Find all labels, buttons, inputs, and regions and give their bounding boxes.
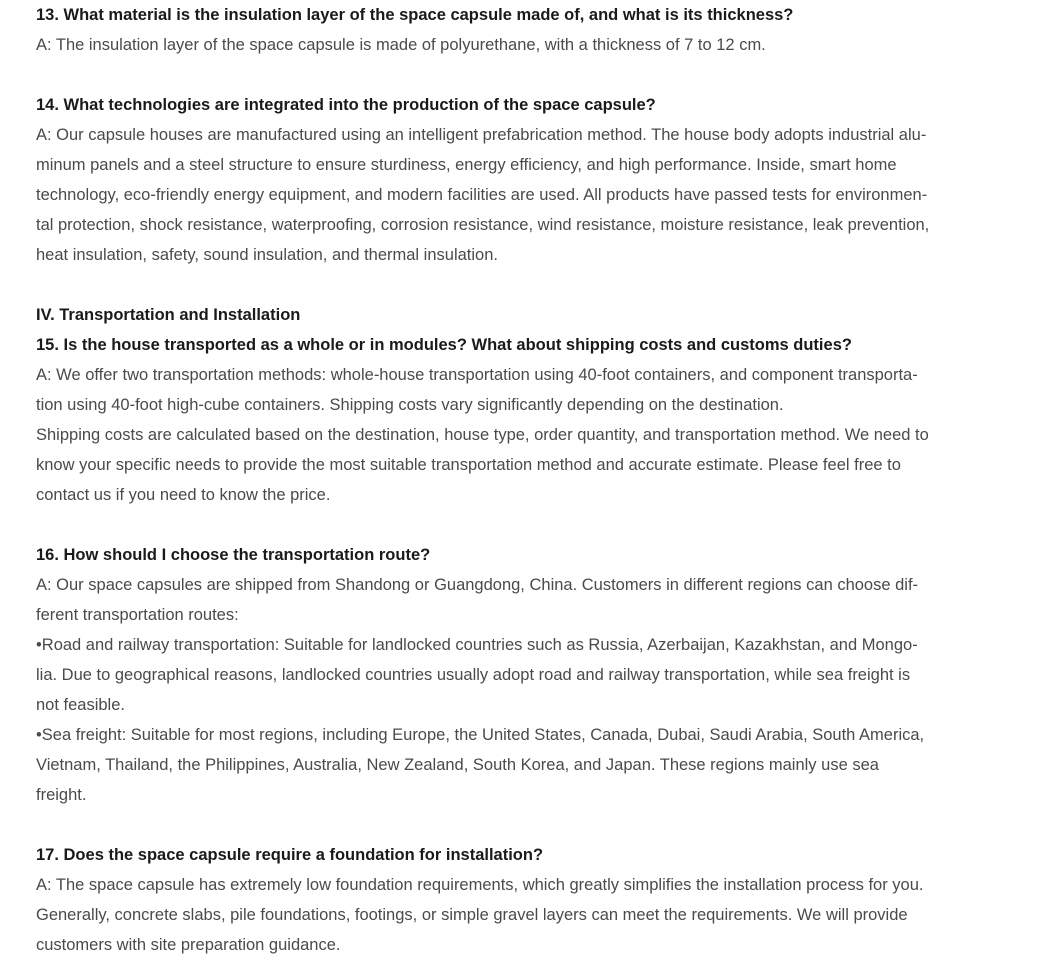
heading-line: 16. How should I choose the transportation route?	[36, 546, 431, 564]
body-text-line: technology, eco-friendly energy equipment, and modern facilities are used. All products have passed tests for environmen-	[36, 186, 928, 204]
body-text-line: Generally, concrete slabs, pile foundations, footings, or simple gravel layers can meet the requirements. We will provide	[36, 906, 908, 924]
body-text-line: A: Our space capsules are shipped from Shandong or Guangdong, China. Customers in different regions can choose dif-	[36, 576, 919, 594]
body-text-line: •Road and railway transportation: Suitable for landlocked countries such as Russia, Azerbaijan, Kazakhstan, and Mongo-	[36, 636, 918, 654]
body-text-line: tion using 40-foot high-cube containers. Shipping costs vary significantly depending on the destination.	[36, 396, 784, 414]
body-text-line: A: Our capsule houses are manufactured using an intelligent prefabrication method. The house body adopts industrial alu-	[36, 126, 927, 144]
body-text-line: freight.	[36, 786, 87, 804]
body-text-line: not feasible.	[36, 696, 125, 714]
body-text-line: Vietnam, Thailand, the Philippines, Australia, New Zealand, South Korea, and Japan. These regions mainly use sea	[36, 756, 879, 774]
body-text-line: customers with site preparation guidance.	[36, 936, 341, 954]
body-text-line: tal protection, shock resistance, waterproofing, corrosion resistance, wind resistance, moisture resistance, leak prevention,	[36, 216, 930, 234]
heading-line: 17. Does the space capsule require a foundation for installation?	[36, 846, 544, 864]
paragraph-spacer	[36, 510, 1020, 540]
body-text-line: A: The space capsule has extremely low foundation requirements, which greatly simplifies the installation process for you.	[36, 876, 924, 894]
paragraph-spacer	[36, 270, 1020, 300]
heading-line: 14. What technologies are integrated into the production of the space capsule?	[36, 96, 656, 114]
heading-line: IV. Transportation and Installation	[36, 306, 301, 324]
body-text-line: heat insulation, safety, sound insulation, and thermal insulation.	[36, 246, 498, 264]
paragraph-spacer	[36, 810, 1020, 840]
body-text-line: A: The insulation layer of the space capsule is made of polyurethane, with a thickness of 7 to 12 cm.	[36, 36, 766, 54]
body-text-line: Shipping costs are calculated based on the destination, house type, order quantity, and transportation method. We need to	[36, 426, 929, 444]
body-text-line: minum panels and a steel structure to ensure sturdiness, energy efficiency, and high performance. Inside, smart home	[36, 156, 897, 174]
heading-line: 15. Is the house transported as a whole or in modules? What about shipping costs and customs duties?	[36, 336, 852, 354]
body-text-line: lia. Due to geographical reasons, landlocked countries usually adopt road and railway transportation, while sea freight is	[36, 666, 911, 684]
body-text-line: •Sea freight: Suitable for most regions, including Europe, the United States, Canada, Dubai, Saudi Arabia, South America,	[36, 726, 925, 744]
body-text-line: know your specific needs to provide the most suitable transportation method and accurate estimate. Please feel free to	[36, 456, 901, 474]
body-text-line: ferent transportation routes:	[36, 606, 239, 624]
body-text-line: A: We offer two transportation methods: whole-house transportation using 40-foot containers, and component transporta-	[36, 366, 918, 384]
heading-line: 13. What material is the insulation layer of the space capsule made of, and what is its thickness?	[36, 6, 794, 24]
body-text-line: contact us if you need to know the price.	[36, 486, 331, 504]
paragraph-spacer	[36, 60, 1020, 90]
